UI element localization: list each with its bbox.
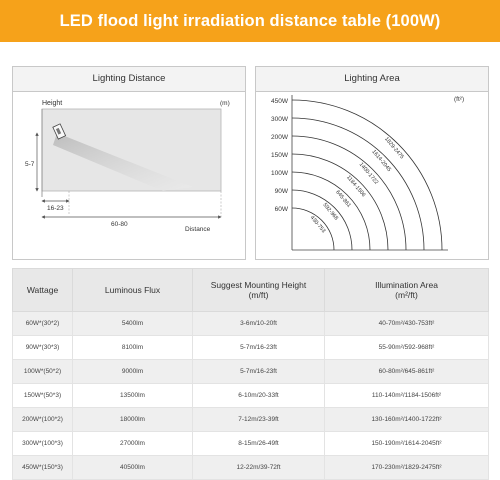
wattage-label: 200W — [271, 134, 288, 141]
area-unit-label: (ft²) — [454, 96, 465, 103]
cell-illumination-area: 60-80m²/645-861ft² — [325, 360, 489, 384]
header-luminous-flux: Luminous Flux — [73, 269, 193, 312]
table-row — [13, 384, 489, 408]
distance-label: Distance — [185, 226, 211, 233]
header-illumination-area-line2: (m²/ft) — [395, 290, 418, 300]
cell-luminous-flux: 9000lm — [73, 360, 193, 384]
cell-luminous-flux: 27000lm — [73, 432, 193, 456]
header-illumination-area — [325, 269, 489, 312]
cell-luminous-flux: 40500lm — [73, 456, 193, 480]
height-label: Height — [42, 100, 63, 107]
header-wattage: Wattage — [13, 269, 73, 312]
cell-illumination-area: 150-190m²/1614-2045ft² — [325, 432, 489, 456]
cell-luminous-flux: 8100lm — [73, 336, 193, 360]
area-range-label: 430-753 — [308, 214, 327, 235]
header-mounting-height — [193, 269, 325, 312]
table-row — [13, 456, 489, 480]
lighting-distance-title: Lighting Distance — [92, 73, 166, 84]
wattage-label: 90W — [274, 188, 288, 195]
cell-mounting-height: 12-22m/39-72ft — [193, 456, 325, 480]
cell-mounting-height: 7-12m/23-39ft — [193, 408, 325, 432]
cell-mounting-height: 6-10m/20-33ft — [193, 384, 325, 408]
table-row — [13, 432, 489, 456]
height-range-label: 5-7 — [25, 161, 35, 168]
lighting-distance-panel — [12, 66, 246, 260]
wattage-label: 300W — [271, 116, 288, 123]
unit-label: (m) — [220, 100, 230, 107]
wattage-label: 100W — [271, 170, 288, 177]
wattage-label: 150W — [271, 152, 288, 159]
wattage-label: 60W — [274, 206, 288, 213]
wattage-label: 450W — [271, 98, 288, 105]
cell-wattage: 200W*(100*2) — [13, 408, 73, 432]
table-row — [13, 360, 489, 384]
title-banner — [0, 0, 500, 42]
area-range-label: 1400-1722 — [357, 161, 380, 186]
cell-mounting-height: 3-6m/10-20ft — [193, 312, 325, 336]
table-row — [13, 408, 489, 432]
cell-illumination-area: 110-140m²/1184-1506ft² — [325, 384, 489, 408]
cell-wattage: 150W*(50*3) — [13, 384, 73, 408]
cell-mounting-height: 8-15m/26-49ft — [193, 432, 325, 456]
far-range-label: 60-80 — [111, 221, 128, 228]
near-range-label: 16-23 — [47, 205, 64, 212]
area-range-label: 592-968 — [321, 202, 340, 222]
cell-illumination-area: 40-70m²/430-753ft² — [325, 312, 489, 336]
cell-luminous-flux: 13500lm — [73, 384, 193, 408]
area-range-label: 1614-2045 — [370, 148, 392, 173]
lighting-distance-diagram — [13, 67, 245, 259]
area-arc — [292, 154, 388, 250]
cell-wattage: 300W*(100*3) — [13, 432, 73, 456]
cell-luminous-flux: 18000lm — [73, 408, 193, 432]
table-row — [13, 336, 489, 360]
header-mounting-height-line2: (m/ft) — [248, 290, 269, 300]
cell-illumination-area: 130-160m²/1400-1722ft² — [325, 408, 489, 432]
table-header-row — [13, 269, 489, 312]
page-title: LED flood light irradiation distance table (100W) — [59, 12, 441, 30]
area-range-label: 645-861 — [334, 189, 352, 209]
cell-mounting-height: 5-7m/16-23ft — [193, 360, 325, 384]
area-range-label: 1184-1506 — [345, 174, 367, 199]
area-arc — [292, 136, 406, 250]
table-row — [13, 312, 489, 336]
spec-table — [12, 268, 489, 480]
cell-mounting-height: 5-7m/16-23ft — [193, 336, 325, 360]
cell-luminous-flux: 5400lm — [73, 312, 193, 336]
cell-wattage: 90W*(30*3) — [13, 336, 73, 360]
lighting-area-panel — [255, 66, 489, 260]
cell-illumination-area: 55-90m²/592-968ft² — [325, 336, 489, 360]
cell-illumination-area: 170-230m²/1829-2475ft² — [325, 456, 489, 480]
cell-wattage: 450W*(150*3) — [13, 456, 73, 480]
lighting-area-diagram — [256, 67, 488, 259]
header-mounting-height-line1: Suggest Mounting Height — [210, 280, 307, 290]
cell-wattage: 60W*(30*2) — [13, 312, 73, 336]
cell-wattage: 100W*(50*2) — [13, 360, 73, 384]
area-range-label: 1829-2475 — [383, 136, 405, 161]
lighting-area-title: Lighting Area — [344, 73, 400, 84]
header-illumination-area-line1: Illumination Area — [375, 280, 438, 290]
